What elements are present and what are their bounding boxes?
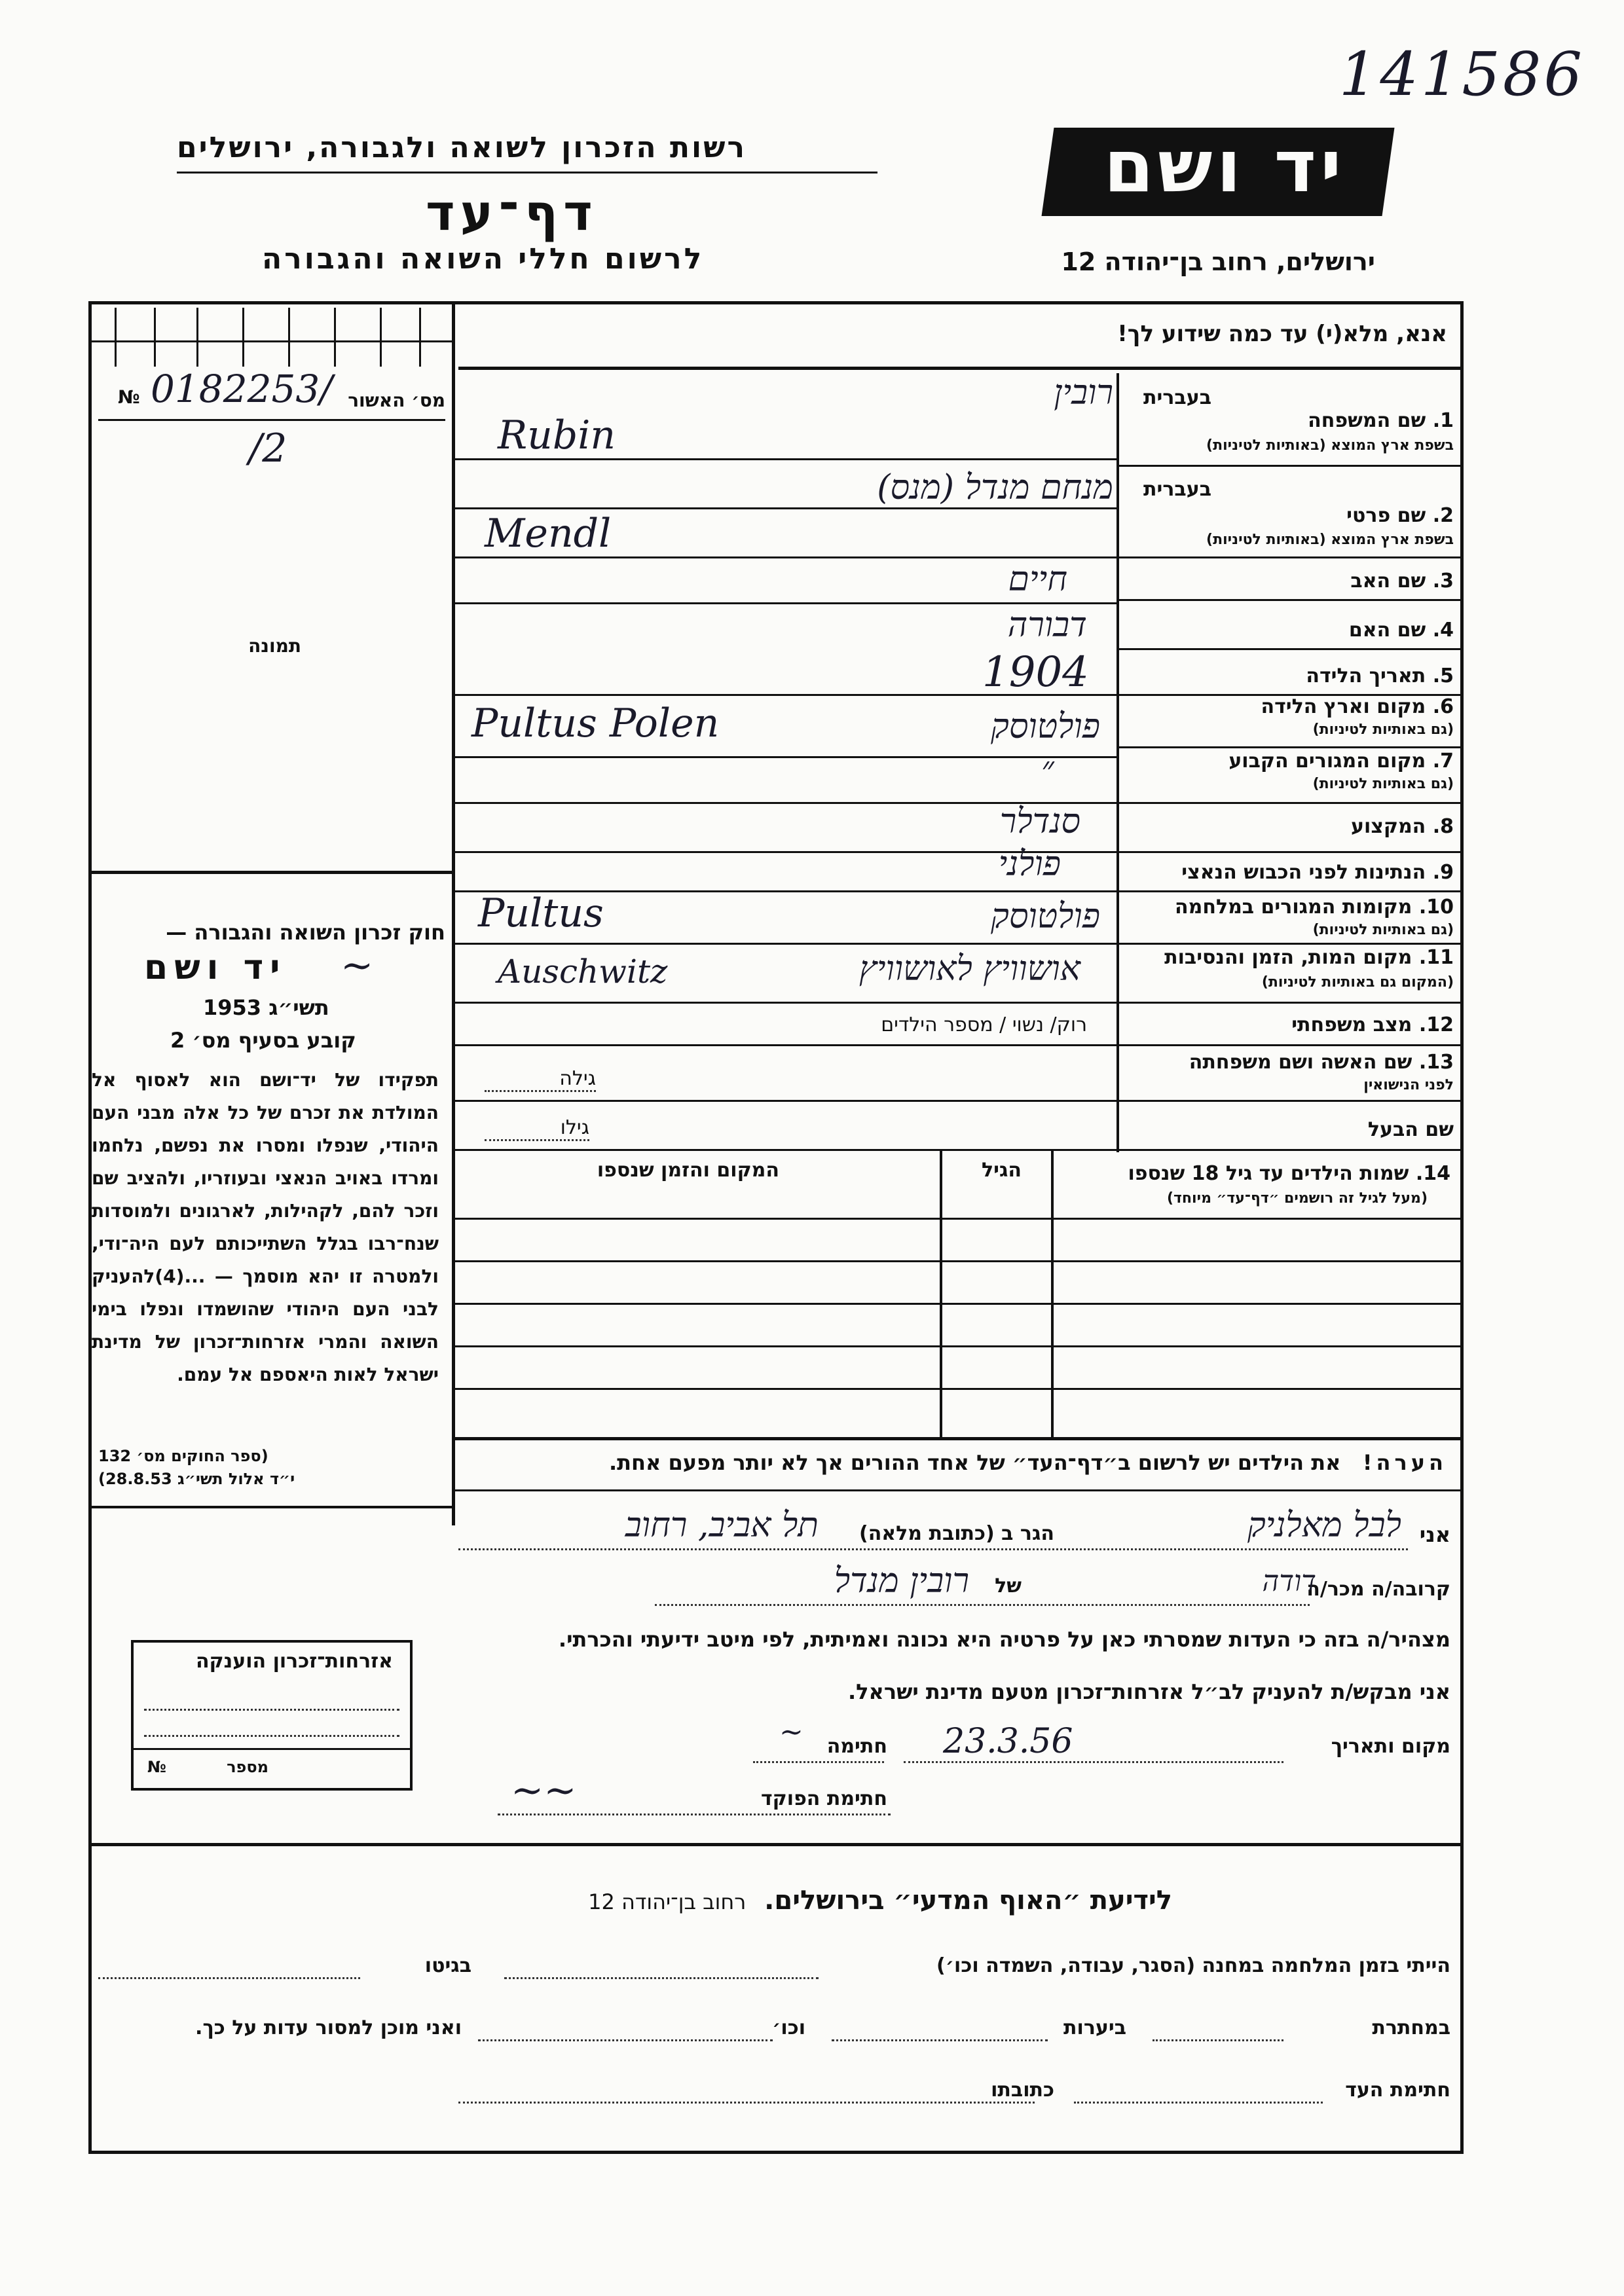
law-ref-2: י״ד אלול תשי״ג 28.8.53) xyxy=(98,1470,295,1488)
decl-line2-a: קרובה/ה מכר/ה xyxy=(1306,1578,1450,1601)
decl-line2-b: של xyxy=(995,1575,1022,1597)
footer-line1-a: הייתי בזמן המלחמה במחנה (הסגר, עבודה, השמדה וכו׳) xyxy=(936,1954,1450,1977)
field-9-label: 9. הנתינות לפני הכבוש הנאצי xyxy=(1181,861,1454,884)
law-dash-mark: ~ xyxy=(341,943,374,989)
citizenship-number-label: מספר xyxy=(227,1758,268,1776)
field-10-value-latin: Pultus xyxy=(478,890,604,936)
citizenship-title: אזרחות־זכרון הוענקה xyxy=(195,1650,393,1673)
footer-line2-c: וכו׳ xyxy=(772,2016,805,2039)
decl-address-value: תל אביב, רחוב xyxy=(625,1506,819,1545)
footer-line2-d: ואני מוכן למסור עדות על כך. xyxy=(195,2016,462,2039)
field-1-lang-label: בעברית xyxy=(1143,386,1211,409)
decl-relation-value: דודה xyxy=(1262,1565,1316,1598)
field-2-value-latin: Mendl xyxy=(485,511,612,556)
field-13-hint: לפני הנישואין xyxy=(1363,1077,1454,1093)
law-name: יד ושם xyxy=(144,948,287,987)
field-10-value-he: פולטוסק xyxy=(991,897,1100,936)
field-6-label: 6. מקום וארץ הלידה xyxy=(1261,695,1454,718)
field-4-label: 4. שם האם xyxy=(1348,619,1454,642)
children-col-age: הגיל xyxy=(982,1159,1022,1182)
authority-line: רשות הזכרון לשואה ולגבורה, ירושלים xyxy=(177,131,747,164)
field-3-label: 3. שם האב xyxy=(1350,570,1454,592)
photo-label: תמונה xyxy=(248,635,301,657)
field-5-label: 5. תאריך הלידה xyxy=(1306,665,1454,687)
footer-line3-a: חתימת העד xyxy=(1345,2079,1450,2102)
field-2-value-he: מנחם מנדל (מנס) xyxy=(877,468,1113,507)
law-text: תפקידו של יד־ושם הוא לאסוף אל המולדת את זכרם של כל אלה מבני העם היהודי, שנפלו ומסרו את נפשם, נלחמו ומרדו באויב הנאצי ובעוזריו, ולהציב שם וזכר להם, לקהילות, לארגונים ולמוסדות שנח־רבו בגלל השתייכותם לעם היה־ודי, ולמטרה זו יהא מוסמך — ...(4)להעניק לבני העם היהודי שהושמדו ונפלו בימי השואה והמרי אזרחות־זכרון של מדינת ישראל לאות היאספם אל עמם. xyxy=(92,1069,439,1385)
field-10-hint: (גם באותיות לטיניות) xyxy=(1312,922,1454,938)
field-3-value: חיים xyxy=(1008,560,1067,599)
footer-line2-a: במחתרת xyxy=(1372,2016,1450,2039)
field-11-label: 11. מקום המות, הזמן והנסיבות xyxy=(1164,946,1454,969)
law-ref-1: (ספר החוקים מס׳ 132 xyxy=(98,1447,268,1465)
instructions: אנא, מלא(י) עד כמה שידוע לך! xyxy=(1117,321,1447,347)
children-label: 14. שמות הילדים עד גיל 18 שנספו xyxy=(1128,1162,1450,1185)
cert-number-prefix: № xyxy=(118,386,140,408)
field-13-label: 13. שם האשה ושם משפחתה xyxy=(1189,1051,1454,1074)
field-12-value: רוק/ נשוי / מספר הילדים xyxy=(881,1013,1087,1036)
cert-number-label: מס׳ האשור xyxy=(348,390,445,411)
children-col-place: המקום והזמן שנספו xyxy=(597,1159,779,1182)
children-hint: (מעל לגיל זה רושמים ״דף־עד״ מיוחד) xyxy=(1166,1190,1428,1207)
decl-officer-label: חתימת הפוקד xyxy=(761,1787,887,1810)
field-6-hint: (גם באותיות לטיניות) xyxy=(1312,721,1454,738)
law-section: קובע בסעיף מס׳ 2 xyxy=(170,1028,356,1053)
field-11-value-he: אושוויץ לאושוויץ xyxy=(858,949,1080,989)
field-1-value-latin: Rubin xyxy=(498,412,616,458)
decl-place-date-value: 23.3.56 xyxy=(943,1722,1073,1761)
field-11-value-latin: Auschwitz xyxy=(498,953,668,991)
address: ירושלים, רחוב בן־יהודה 12 xyxy=(1061,247,1375,276)
field-11-hint: (המקום גם באותיות לטיניות) xyxy=(1261,974,1454,991)
law-title: חוק זכרון השואה והגבורה — xyxy=(166,920,445,945)
field-7-hint: (גם באותיות לטיניות) xyxy=(1312,776,1454,792)
field-2-label: 2. שם פרטי xyxy=(1346,504,1454,527)
husband-label: שם הבעל xyxy=(1367,1118,1454,1141)
field-6-value-he: פולטוסק xyxy=(991,707,1100,746)
field-1-label: 1. שם המשפחה xyxy=(1308,409,1454,432)
cert-number-suffix: /2 xyxy=(249,426,287,471)
field-8-label: 8. המקצוע xyxy=(1350,815,1454,838)
decl-line4: אני מבקש/ת להעניק לב״ל אזרחות־זכרון מטעם מדינת ישראל. xyxy=(848,1679,1450,1704)
field-1-hint: בשפת ארץ המוצא (באותיות לטיניות) xyxy=(1206,437,1454,454)
decl-signature-mark: ~ xyxy=(779,1715,803,1749)
field-2-hint: בשפת ארץ המוצא (באותיות לטיניות) xyxy=(1206,532,1454,548)
decl-line1-a: אני xyxy=(1419,1522,1450,1547)
field-2-lang-label: בעברית xyxy=(1143,478,1211,501)
decl-place-date-label: מקום ותאריך xyxy=(1331,1735,1450,1758)
decl-line1-b: הגר ב (כתובת מלאה) xyxy=(858,1522,1054,1545)
field-4-value: דבורה xyxy=(1007,606,1087,645)
footer-title: לידיעת ״האוף המדעי״ בירושלים. רחוב בן־יהודה 12 xyxy=(588,1886,1172,1916)
field-7-label: 7. מקום המגורים הקבוע xyxy=(1228,750,1454,773)
authority-underline xyxy=(177,172,877,173)
field-10-label: 10. מקומות המגורים במלחמה xyxy=(1175,896,1454,919)
archive-number: 141586 xyxy=(1338,39,1585,109)
decl-line3: מצהיר/ה בזה כי העדות שמסרתי כאן על פרטיה היא נכונה ואמיתית, לפי מיטב ידיעתי והכרתי. xyxy=(558,1627,1450,1652)
decl-officer-signature: ~~ xyxy=(511,1768,577,1813)
decl-of-value: רובין מנדל xyxy=(834,1561,969,1601)
logo-text: יד ושם xyxy=(1103,124,1346,208)
field-13-age-label: גילה xyxy=(559,1067,596,1090)
field-9-value: פולני xyxy=(998,845,1061,884)
field-1-value-he: רובין xyxy=(1054,373,1113,412)
form-subtitle: לרשום חללי השואה והגבורה xyxy=(262,242,705,276)
field-7-value: ״ xyxy=(1041,750,1054,789)
husband-age-label: גילו xyxy=(560,1116,589,1139)
form-title: דף־עד xyxy=(426,183,598,242)
note: הערה! את הילדים יש לרשום ב״דף־העד״ של אחד ההורים אך לא יותר מפעם אחת. xyxy=(609,1450,1447,1475)
citizenship-number-prefix: № xyxy=(147,1758,166,1776)
decl-name-value: לבל מאלניק xyxy=(1247,1506,1401,1545)
decl-signature-label: חתימה xyxy=(826,1735,887,1758)
footer-line3-b: כתובתו xyxy=(991,2079,1054,2102)
cert-number-value: 0182253/ xyxy=(151,367,333,411)
law-year: תשי״ג 1953 xyxy=(203,995,329,1020)
field-5-value: 1904 xyxy=(982,648,1089,697)
field-12-label: 12. מצב משפחתי xyxy=(1291,1013,1454,1036)
footer-line1-b: בגיטו xyxy=(424,1954,471,1977)
field-6-value-latin: Pultus Polen xyxy=(471,701,720,746)
footer-line2-b: ביערות xyxy=(1063,2016,1126,2039)
field-8-value: סנדלר xyxy=(999,802,1080,841)
